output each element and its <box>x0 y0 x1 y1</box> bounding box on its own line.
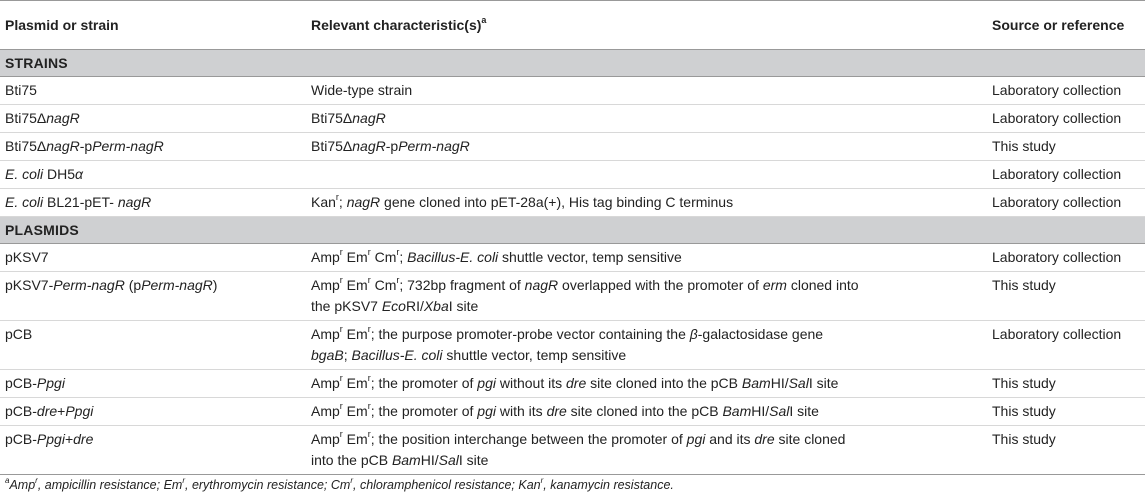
cell-relevant-characteristics <box>306 398 987 426</box>
cell-relevant-characteristics-segment: the pKSV7 <box>311 298 382 314</box>
cell-relevant-characteristics-segment: Eco <box>381 298 406 314</box>
cell-relevant-characteristics-segment: Kan <box>311 194 336 210</box>
cell-relevant-characteristics-segment: erm <box>762 277 787 293</box>
cell-source-or-reference: Laboratory collection <box>987 189 1145 217</box>
cell-relevant-characteristics-segment: into the pCB <box>311 452 392 468</box>
header-plasmid-or-strain: Plasmid or strain <box>0 1 306 50</box>
header-relevant-characteristics-label: Relevant characteristic(s) <box>311 16 482 33</box>
table-row-plasmid <box>0 426 1145 475</box>
cell-source-or-reference: This study <box>987 398 1145 426</box>
cell-relevant-characteristics-segment: Amp <box>311 249 340 265</box>
cell-source-or-reference: This study <box>987 272 1145 321</box>
cell-relevant-characteristics-segment: Sal <box>438 452 459 468</box>
cell-relevant-characteristics-segment: ; the promoter of <box>370 403 478 419</box>
cell-relevant-characteristics-segment: Amp <box>311 403 340 419</box>
footnote-segment: , kanamycin resistance. <box>543 478 674 492</box>
cell-source-or-reference: Laboratory collection <box>987 321 1145 370</box>
cell-relevant-characteristics-segment: RI/ <box>405 298 424 314</box>
table-row-plasmid <box>0 244 1145 272</box>
table-row-plasmid <box>0 398 1145 426</box>
footnote-segment: , ampicillin resistance; Em <box>37 478 183 492</box>
cell-relevant-characteristics-segment: I site <box>789 403 819 419</box>
cell-relevant-characteristics-segment: pgi <box>477 403 496 419</box>
cell-relevant-characteristics-segment: Em <box>342 277 368 293</box>
cell-relevant-characteristics-segment: ; 732bp fragment of <box>399 277 525 293</box>
cell-plasmid-or-strain-segment: E. coli <box>5 166 44 182</box>
cell-relevant-characteristics <box>306 370 987 398</box>
cell-relevant-characteristics-segment: Xba <box>423 298 449 314</box>
cell-relevant-characteristics-segment: r <box>367 429 371 440</box>
cell-plasmid-or-strain-segment: + <box>57 403 66 419</box>
table-row-plasmid <box>0 370 1145 398</box>
table-row-strain <box>0 77 1145 105</box>
cell-relevant-characteristics-segment: nagR <box>352 138 386 154</box>
cell-relevant-characteristics-segment: ; the position interchange between the promoter of <box>370 431 687 447</box>
cell-plasmid-or-strain-segment: α <box>75 166 84 182</box>
cell-relevant-characteristics <box>306 244 987 272</box>
cell-plasmid-or-strain-segment: Bti75 <box>5 82 37 98</box>
table-footnote <box>5 475 674 492</box>
cell-plasmid-or-strain <box>0 161 306 189</box>
cell-plasmid-or-strain-segment: pCB- <box>5 431 37 447</box>
cell-relevant-characteristics-segment: r <box>339 275 343 286</box>
footnote-segment: r <box>182 475 185 485</box>
table-row-plasmid <box>0 272 1145 321</box>
cell-relevant-characteristics-segment: r <box>367 324 371 335</box>
header-source-or-reference: Source or reference <box>987 1 1145 50</box>
cell-relevant-characteristics-segment: Bam <box>722 403 752 419</box>
cell-relevant-characteristics-segment: Em <box>342 326 368 342</box>
cell-plasmid-or-strain-segment: pKSV7- <box>5 277 54 293</box>
cell-relevant-characteristics-segment: r <box>339 373 343 384</box>
cell-plasmid-or-strain-segment: pKSV7 <box>5 249 49 265</box>
cell-relevant-characteristics-segment: nagR <box>346 194 381 210</box>
cell-relevant-characteristics-segment: Sal <box>788 375 809 391</box>
footnote-segment: r <box>350 475 353 485</box>
cell-plasmid-or-strain <box>0 398 306 426</box>
cell-relevant-characteristics-segment: Cm <box>370 249 397 265</box>
cell-plasmid-or-strain <box>0 321 306 370</box>
cell-relevant-characteristics-segment: I site <box>448 298 479 314</box>
cell-relevant-characteristics-segment: nagR <box>352 110 386 126</box>
cell-relevant-characteristics-segment: Bti75Δ <box>311 138 353 154</box>
cell-plasmid-or-strain-segment: -p <box>79 138 93 154</box>
cell-plasmid-or-strain-segment: ) <box>212 277 218 293</box>
cell-plasmid-or-strain-segment: pCB- <box>5 375 37 391</box>
cell-relevant-characteristics-segment: site cloned <box>774 431 846 447</box>
table-body <box>0 50 1145 475</box>
cell-relevant-characteristics-segment: r <box>339 401 343 412</box>
cell-relevant-characteristics <box>306 161 987 189</box>
cell-plasmid-or-strain-segment: pCB <box>5 326 33 342</box>
cell-source-or-reference: Laboratory collection <box>987 244 1145 272</box>
cell-relevant-characteristics-segment: r <box>396 275 400 286</box>
cell-plasmid-or-strain <box>0 244 306 272</box>
cell-source-or-reference: Laboratory collection <box>987 161 1145 189</box>
cell-plasmid-or-strain <box>0 105 306 133</box>
cell-relevant-characteristics-segment: r <box>367 401 371 412</box>
footnote-segment: a <box>5 475 10 485</box>
cell-relevant-characteristics-segment: site cloned into the pCB <box>566 403 723 419</box>
cell-relevant-characteristics <box>306 189 987 217</box>
header-relevant-characteristics <box>306 1 987 50</box>
cell-relevant-characteristics-segment: -p <box>385 138 399 154</box>
cell-relevant-characteristics-segment: shuttle vector, temp sensitive <box>498 249 682 265</box>
cell-relevant-characteristics-segment: I site <box>458 452 489 468</box>
section-row-strains <box>0 50 1145 77</box>
cell-relevant-characteristics-segment: r <box>339 429 343 440</box>
cell-source-or-reference: Laboratory collection <box>987 77 1145 105</box>
cell-relevant-characteristics-segment: r <box>339 324 343 335</box>
cell-plasmid-or-strain-segment: dre <box>36 403 58 419</box>
cell-relevant-characteristics-segment: -galactosidase gene <box>697 326 824 342</box>
cell-plasmid-or-strain-segment: Bti75Δ <box>5 138 47 154</box>
cell-relevant-characteristics-segment: HI/ <box>751 403 770 419</box>
cell-relevant-characteristics-segment: Amp <box>311 375 340 391</box>
cell-relevant-characteristics-segment: with its <box>495 403 547 419</box>
cell-relevant-characteristics-segment: and its <box>705 431 755 447</box>
cell-relevant-characteristics-segment: Amp <box>311 326 340 342</box>
table-row-plasmid <box>0 321 1145 370</box>
cell-relevant-characteristics-segment: r <box>396 247 400 258</box>
cell-relevant-characteristics-segment: shuttle vector, temp sensitive <box>442 347 627 363</box>
cell-plasmid-or-strain-segment: Ppgi <box>65 403 94 419</box>
cell-plasmid-or-strain <box>0 189 306 217</box>
cell-plasmid-or-strain-segment: Perm-nagR <box>141 277 213 293</box>
cell-relevant-characteristics-segment: without its <box>495 375 567 391</box>
cell-relevant-characteristics <box>306 77 987 105</box>
cell-plasmid-or-strain-segment: nagR <box>46 110 80 126</box>
cell-relevant-characteristics-segment: Bacillus-E. coli <box>407 249 499 265</box>
cell-relevant-characteristics-segment: pgi <box>686 431 706 447</box>
cell-relevant-characteristics-segment: r <box>367 247 371 258</box>
cell-source-or-reference: This study <box>987 133 1145 161</box>
cell-plasmid-or-strain-segment: dre <box>73 431 94 447</box>
cell-plasmid-or-strain <box>0 370 306 398</box>
cell-relevant-characteristics-segment: r <box>339 247 343 258</box>
cell-plasmid-or-strain-segment: + <box>64 431 74 447</box>
cell-plasmid-or-strain-segment: Ppgi <box>36 431 65 447</box>
cell-relevant-characteristics-segment: Em <box>342 249 368 265</box>
cell-plasmid-or-strain-segment: Perm-nagR <box>92 138 164 154</box>
cell-relevant-characteristics <box>306 272 987 321</box>
header-footnote-marker: a <box>481 14 487 25</box>
cell-relevant-characteristics-segment: r <box>367 275 371 286</box>
cell-relevant-characteristics <box>306 321 987 370</box>
cell-plasmid-or-strain <box>0 272 306 321</box>
cell-plasmid-or-strain-segment: DH5 <box>43 166 76 182</box>
footnote-segment: , erythromycin resistance; Cm <box>185 478 351 492</box>
cell-relevant-characteristics-segment: ; <box>399 249 408 265</box>
cell-relevant-characteristics-segment: Bam <box>391 452 421 468</box>
cell-plasmid-or-strain-segment: Ppgi <box>36 375 65 391</box>
cell-relevant-characteristics <box>306 105 987 133</box>
table-row-strain <box>0 133 1145 161</box>
table-row-strain <box>0 105 1145 133</box>
header-row <box>0 1 1145 50</box>
cell-source-or-reference: Laboratory collection <box>987 105 1145 133</box>
cell-relevant-characteristics-segment: ; the promoter of <box>370 375 478 391</box>
cell-relevant-characteristics-segment: Amp <box>311 277 340 293</box>
cell-relevant-characteristics-segment: Wide-type strain <box>311 82 413 98</box>
cell-relevant-characteristics-segment: dre <box>566 375 587 391</box>
table-row-strain <box>0 189 1145 217</box>
cell-relevant-characteristics-segment: Perm-nagR <box>398 138 470 154</box>
footnote-segment: , chloramphenicol resistance; Kan <box>353 478 541 492</box>
footnote-segment: r <box>540 475 544 485</box>
cell-relevant-characteristics-segment: Sal <box>769 403 790 419</box>
cell-relevant-characteristics-segment: dre <box>754 431 775 447</box>
cell-relevant-characteristics-segment: Amp <box>311 431 340 447</box>
cell-plasmid-or-strain <box>0 77 306 105</box>
cell-relevant-characteristics-segment: Em <box>342 403 368 419</box>
cell-relevant-characteristics-segment: ; <box>343 347 352 363</box>
cell-plasmid-or-strain-segment: BL21-pET- <box>43 194 118 210</box>
cell-relevant-characteristics-segment: Em <box>342 431 368 447</box>
cell-relevant-characteristics-segment: Cm <box>370 277 397 293</box>
cell-plasmid-or-strain-segment: Perm-nagR <box>53 277 125 293</box>
cell-relevant-characteristics-segment: HI/ <box>770 375 789 391</box>
cell-plasmid-or-strain-segment: pCB- <box>5 403 37 419</box>
cell-relevant-characteristics <box>306 426 987 475</box>
cell-relevant-characteristics-segment: Em <box>342 375 368 391</box>
cell-plasmid-or-strain-segment: (p <box>124 277 142 293</box>
cell-plasmid-or-strain <box>0 133 306 161</box>
cell-relevant-characteristics-segment: site cloned into the pCB <box>586 375 742 391</box>
cell-relevant-characteristics-segment: overlapped with the promoter of <box>558 277 763 293</box>
cell-relevant-characteristics-segment: Bam <box>741 375 771 391</box>
section-label-strains: STRAINS <box>0 50 1145 77</box>
cell-plasmid-or-strain-segment: nagR <box>117 194 152 210</box>
cell-relevant-characteristics-segment: Bacillus-E. coli <box>351 347 443 363</box>
cell-relevant-characteristics-segment: cloned into <box>786 277 859 293</box>
cell-relevant-characteristics-segment: nagR <box>524 277 559 293</box>
cell-relevant-characteristics-segment: dre <box>546 403 567 419</box>
cell-source-or-reference: This study <box>987 426 1145 475</box>
cell-relevant-characteristics-segment: bgaB <box>311 347 344 363</box>
cell-plasmid-or-strain <box>0 426 306 475</box>
cell-relevant-characteristics <box>306 133 987 161</box>
cell-relevant-characteristics-segment: Bti75Δ <box>311 110 353 126</box>
cell-relevant-characteristics-segment: r <box>367 373 371 384</box>
footnote-segment: r <box>35 475 38 485</box>
cell-relevant-characteristics-segment: ; the purpose promoter-probe vector containing the <box>370 326 690 342</box>
cell-plasmid-or-strain-segment: E. coli <box>5 194 44 210</box>
section-label-plasmids: PLASMIDS <box>0 217 1145 244</box>
section-row-plasmids <box>0 217 1145 244</box>
footnote-segment: Amp <box>9 478 36 492</box>
cell-relevant-characteristics-segment: gene cloned into pET-28a(+), His tag binding C terminus <box>380 194 734 210</box>
cell-relevant-characteristics-segment: ; <box>338 194 347 210</box>
cell-relevant-characteristics-segment: r <box>335 192 339 203</box>
cell-plasmid-or-strain-segment: nagR <box>46 138 80 154</box>
cell-relevant-characteristics-segment: β <box>689 326 698 342</box>
cell-relevant-characteristics-segment: pgi <box>477 375 496 391</box>
cell-plasmid-or-strain-segment: Bti75Δ <box>5 110 47 126</box>
table-row-strain <box>0 161 1145 189</box>
cell-relevant-characteristics-segment: HI/ <box>420 452 439 468</box>
cell-relevant-characteristics-segment: I site <box>808 375 839 391</box>
cell-source-or-reference: This study <box>987 370 1145 398</box>
